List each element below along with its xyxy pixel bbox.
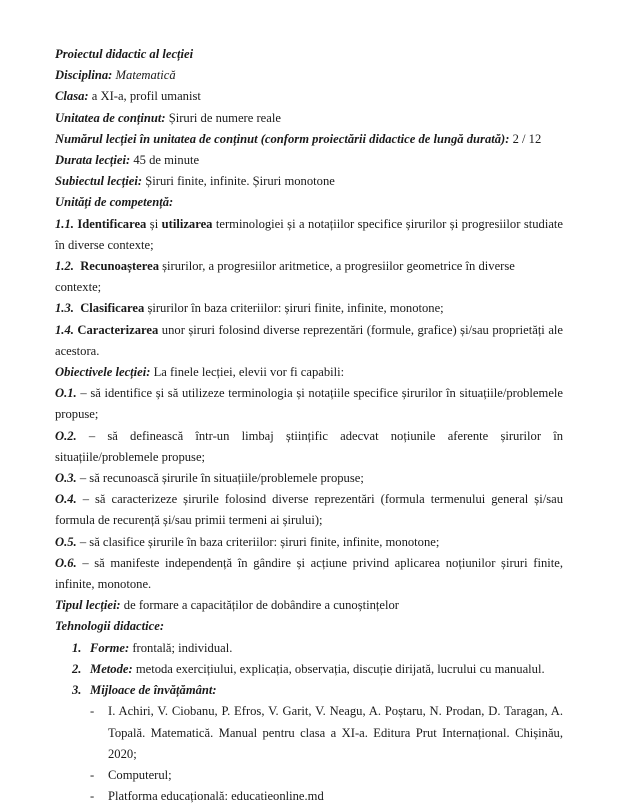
objective-number: O.5.	[55, 534, 77, 549]
subject-label: Subiectul lecției:	[55, 174, 143, 189]
objective-item	[55, 553, 563, 595]
resource-item	[55, 786, 563, 807]
objective-text: – să recunoască șirurile în situațiile/problemele propuse;	[76, 471, 364, 486]
competence-text: șirurilor în baza criteriilor: șiruri finite, infinite, monotone;	[144, 301, 444, 316]
objectives-intro	[55, 362, 563, 383]
competence-item	[55, 320, 563, 362]
objective-item	[55, 489, 563, 531]
competence-item	[55, 214, 563, 256]
objective-item	[55, 426, 563, 468]
duration-value: 45 de minute	[130, 153, 200, 168]
competence-number: 1.4.	[55, 322, 74, 337]
duration-label: Durata lecției:	[55, 153, 131, 168]
competence-text: șirurilor, a progresiilor aritmetice, a progresiilor geometrice în diverse contexte;	[55, 259, 515, 295]
unit-value: Șiruri de numere reale	[165, 110, 281, 125]
objective-item	[55, 468, 563, 489]
competence-item	[55, 256, 563, 298]
technology-label: Forme:	[90, 640, 130, 655]
objective-item	[55, 383, 563, 425]
competence-number: 1.3.	[55, 301, 74, 316]
objective-text: – să definească într-un limbaj științific adecvat noțiunile aferente șirurilor în situațiile/problemele propuse;	[55, 428, 563, 464]
technology-item	[55, 659, 563, 680]
objective-text: – să manifeste independență în gândire și acțiune privind aplicarea noțiunilor șiruri finite, infinite, monotone.	[55, 555, 563, 592]
objective-text: – să caracterizeze șirurile folosind diverse reprezentări (formula termenului general și/sau formula de recurență și/sau primii termeni ai șirului);	[55, 492, 563, 528]
resources-list	[55, 701, 563, 807]
dash-bullet-icon: -	[90, 704, 95, 719]
competence-number: 1.1.	[55, 216, 74, 231]
resource-item	[55, 701, 563, 765]
unit-field	[55, 108, 563, 129]
technology-item	[55, 638, 563, 659]
objective-text: – să clasifice șirurile în baza criteriilor: șiruri finite, infinite, monotone;	[76, 534, 440, 549]
technology-number: 1.	[72, 640, 82, 655]
technology-value: metoda exercițiului, explicația, observația, discuție dirijată, lucrului cu manualul.	[132, 661, 545, 676]
class-field	[55, 86, 563, 107]
dash-bullet-icon: -	[90, 789, 95, 804]
competence-text: terminologiei și a notațiilor specifice șirurilor și progresiilor studiate în diverse contexte;	[55, 216, 563, 252]
competence-number: 1.2.	[55, 259, 74, 274]
competence-connector: și	[146, 216, 162, 231]
discipline-label: Disciplina:	[55, 68, 113, 83]
lesson-type-value: de formare a capacităților de dobândire a cunoștințelor	[120, 598, 399, 613]
subject-value: Șiruri finite, infinite. Șiruri monotone	[142, 174, 335, 189]
discipline-field	[55, 65, 563, 86]
technologies-list	[55, 638, 563, 702]
technology-label: Metode:	[90, 661, 133, 676]
duration-field	[55, 150, 563, 171]
technologies-heading: Tehnologii didactice:	[55, 619, 165, 634]
objective-number: O.4.	[55, 492, 77, 507]
resource-text: Platforma educațională: educatieonline.md	[108, 789, 324, 804]
resource-text: Computerul;	[108, 767, 172, 782]
class-label: Clasa:	[55, 89, 89, 104]
technology-item	[55, 680, 563, 701]
subject-field	[55, 171, 563, 192]
unit-label: Unitatea de conținut:	[55, 110, 166, 125]
competences-heading: Unități de competență:	[55, 195, 174, 210]
competence-verb: Caracterizarea	[77, 322, 159, 337]
technology-number: 3.	[72, 683, 82, 698]
competence-verb: Recunoașterea	[80, 259, 159, 274]
objective-number: O.6.	[55, 555, 77, 570]
technology-number: 2.	[72, 661, 82, 676]
resource-text: I. Achiri, V. Ciobanu, P. Efros, V. Garit, V. Neagu, A. Poștaru, N. Prodan, D. Taragan, A. Topală. Matematică. Manual pentru clasa a XI-a. Editura Prut Internațional. Chișinău, 2020;	[108, 704, 563, 761]
objective-item	[55, 532, 563, 553]
resource-item	[55, 765, 563, 786]
competence-verb-2: utilizarea	[161, 216, 213, 231]
objective-number: O.3.	[55, 471, 77, 486]
class-value: a XI-a, profil umanist	[88, 89, 201, 104]
document-title: Proiectul didactic al lecției	[55, 47, 194, 61]
competence-text: unor șiruri folosind diverse reprezentări (formule, grafice) și/sau proprietăți ale acestora.	[55, 322, 563, 358]
technology-label: Mijloace de învățământ:	[90, 683, 217, 698]
discipline-value: Matematică	[115, 68, 176, 83]
competence-verb: Clasificarea	[80, 301, 145, 316]
lesson-number-label: Numărul lecției în unitatea de conținut (conform proiectării didactice de lungă durată):	[55, 131, 510, 146]
lesson-plan-page	[55, 44, 563, 807]
objectives-heading: Obiectivele lecției:	[55, 365, 151, 380]
lesson-type-label: Tipul lecției:	[55, 598, 121, 613]
lesson-number-field	[55, 129, 563, 150]
competence-item	[55, 298, 563, 319]
dash-bullet-icon: -	[90, 767, 95, 782]
lesson-number-value: 2 / 12	[509, 131, 542, 146]
objective-text: – să identifice și să utilizeze terminologia și notațiile specifice șirurilor în situațiile/problemele propuse;	[55, 386, 563, 422]
lesson-type-field	[55, 595, 563, 616]
technology-value: frontală; individual.	[129, 640, 233, 655]
objectives-intro-text: La finele lecției, elevii vor fi capabili:	[150, 365, 345, 380]
objective-number: O.2.	[55, 428, 77, 443]
competence-verb: Identificarea	[77, 216, 147, 231]
objective-number: O.1.	[55, 386, 77, 401]
